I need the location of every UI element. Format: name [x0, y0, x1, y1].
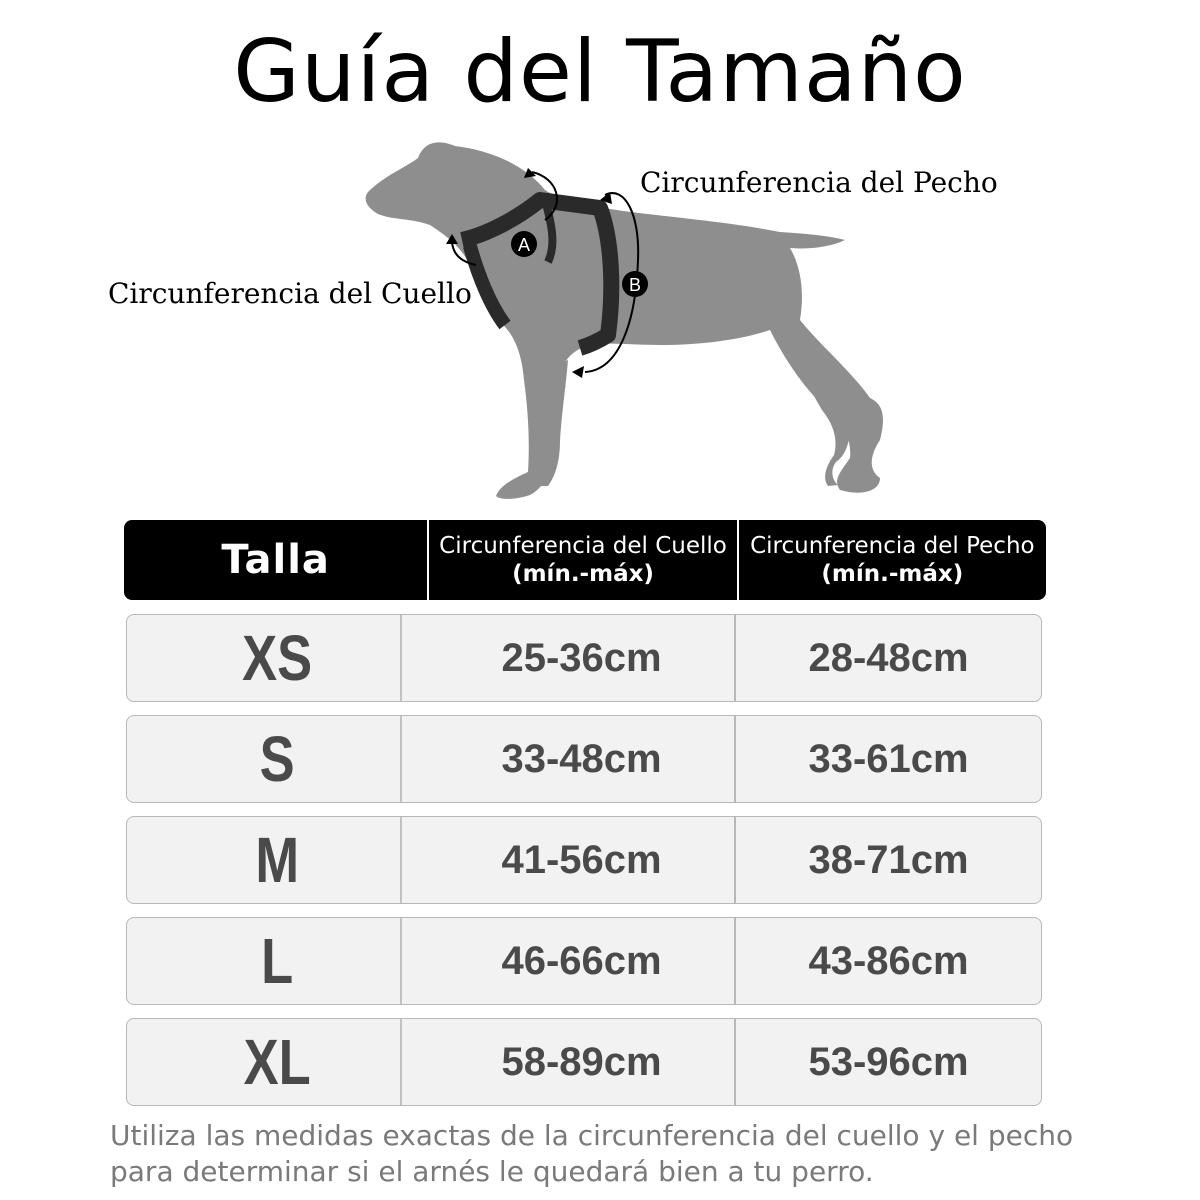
neck-cell: 46-66cm: [501, 938, 662, 983]
footnote: Utiliza las medidas exactas de la circunferencia del cuello y el pecho para determinar si el arnés le quedará bien a tu perro.: [110, 1119, 1074, 1188]
marker-a: [511, 231, 537, 257]
size-cell: XL: [154, 1019, 402, 1105]
header-neck-range: (mín.-máx): [512, 561, 654, 587]
table-row: [126, 1018, 1042, 1106]
dog-harness-illustration: [0, 130, 1200, 510]
size-cell: S: [154, 716, 402, 802]
svg-text:B: B: [628, 275, 642, 295]
header-chest-label: Circunferencia del Pecho: [750, 533, 1035, 559]
table-row: [126, 715, 1042, 803]
neck-cell: 25-36cm: [501, 635, 662, 680]
chest-cell: 28-48cm: [734, 615, 1041, 701]
svg-text:A: A: [517, 235, 531, 255]
chest-cell: 33-61cm: [734, 716, 1041, 802]
neck-circumference-label: Circunferencia del Cuello: [108, 277, 472, 310]
chest-circumference-label: Circunferencia del Pecho: [640, 166, 998, 199]
marker-b: [622, 271, 648, 297]
chest-cell: 43-86cm: [734, 918, 1041, 1004]
header-size: Talla: [124, 520, 429, 600]
table-row: [126, 614, 1042, 702]
header-neck: [429, 520, 736, 600]
header-neck-label: Circunferencia del Cuello: [439, 533, 727, 559]
chest-cell: 53-96cm: [734, 1019, 1041, 1105]
header-chest: [737, 520, 1046, 600]
neck-cell: 58-89cm: [501, 1039, 662, 1084]
table-row: [126, 816, 1042, 904]
size-table-header: [124, 520, 1046, 600]
header-chest-range: (mín.-máx): [821, 561, 964, 587]
neck-cell: 33-48cm: [501, 736, 662, 781]
size-cell: M: [154, 817, 402, 903]
page-title: Guía del Tamaño: [233, 22, 967, 122]
size-cell: L: [154, 918, 402, 1004]
neck-cell: 41-56cm: [501, 837, 662, 882]
table-row: [126, 917, 1042, 1005]
size-cell: XS: [154, 615, 402, 701]
chest-cell: 38-71cm: [734, 817, 1041, 903]
